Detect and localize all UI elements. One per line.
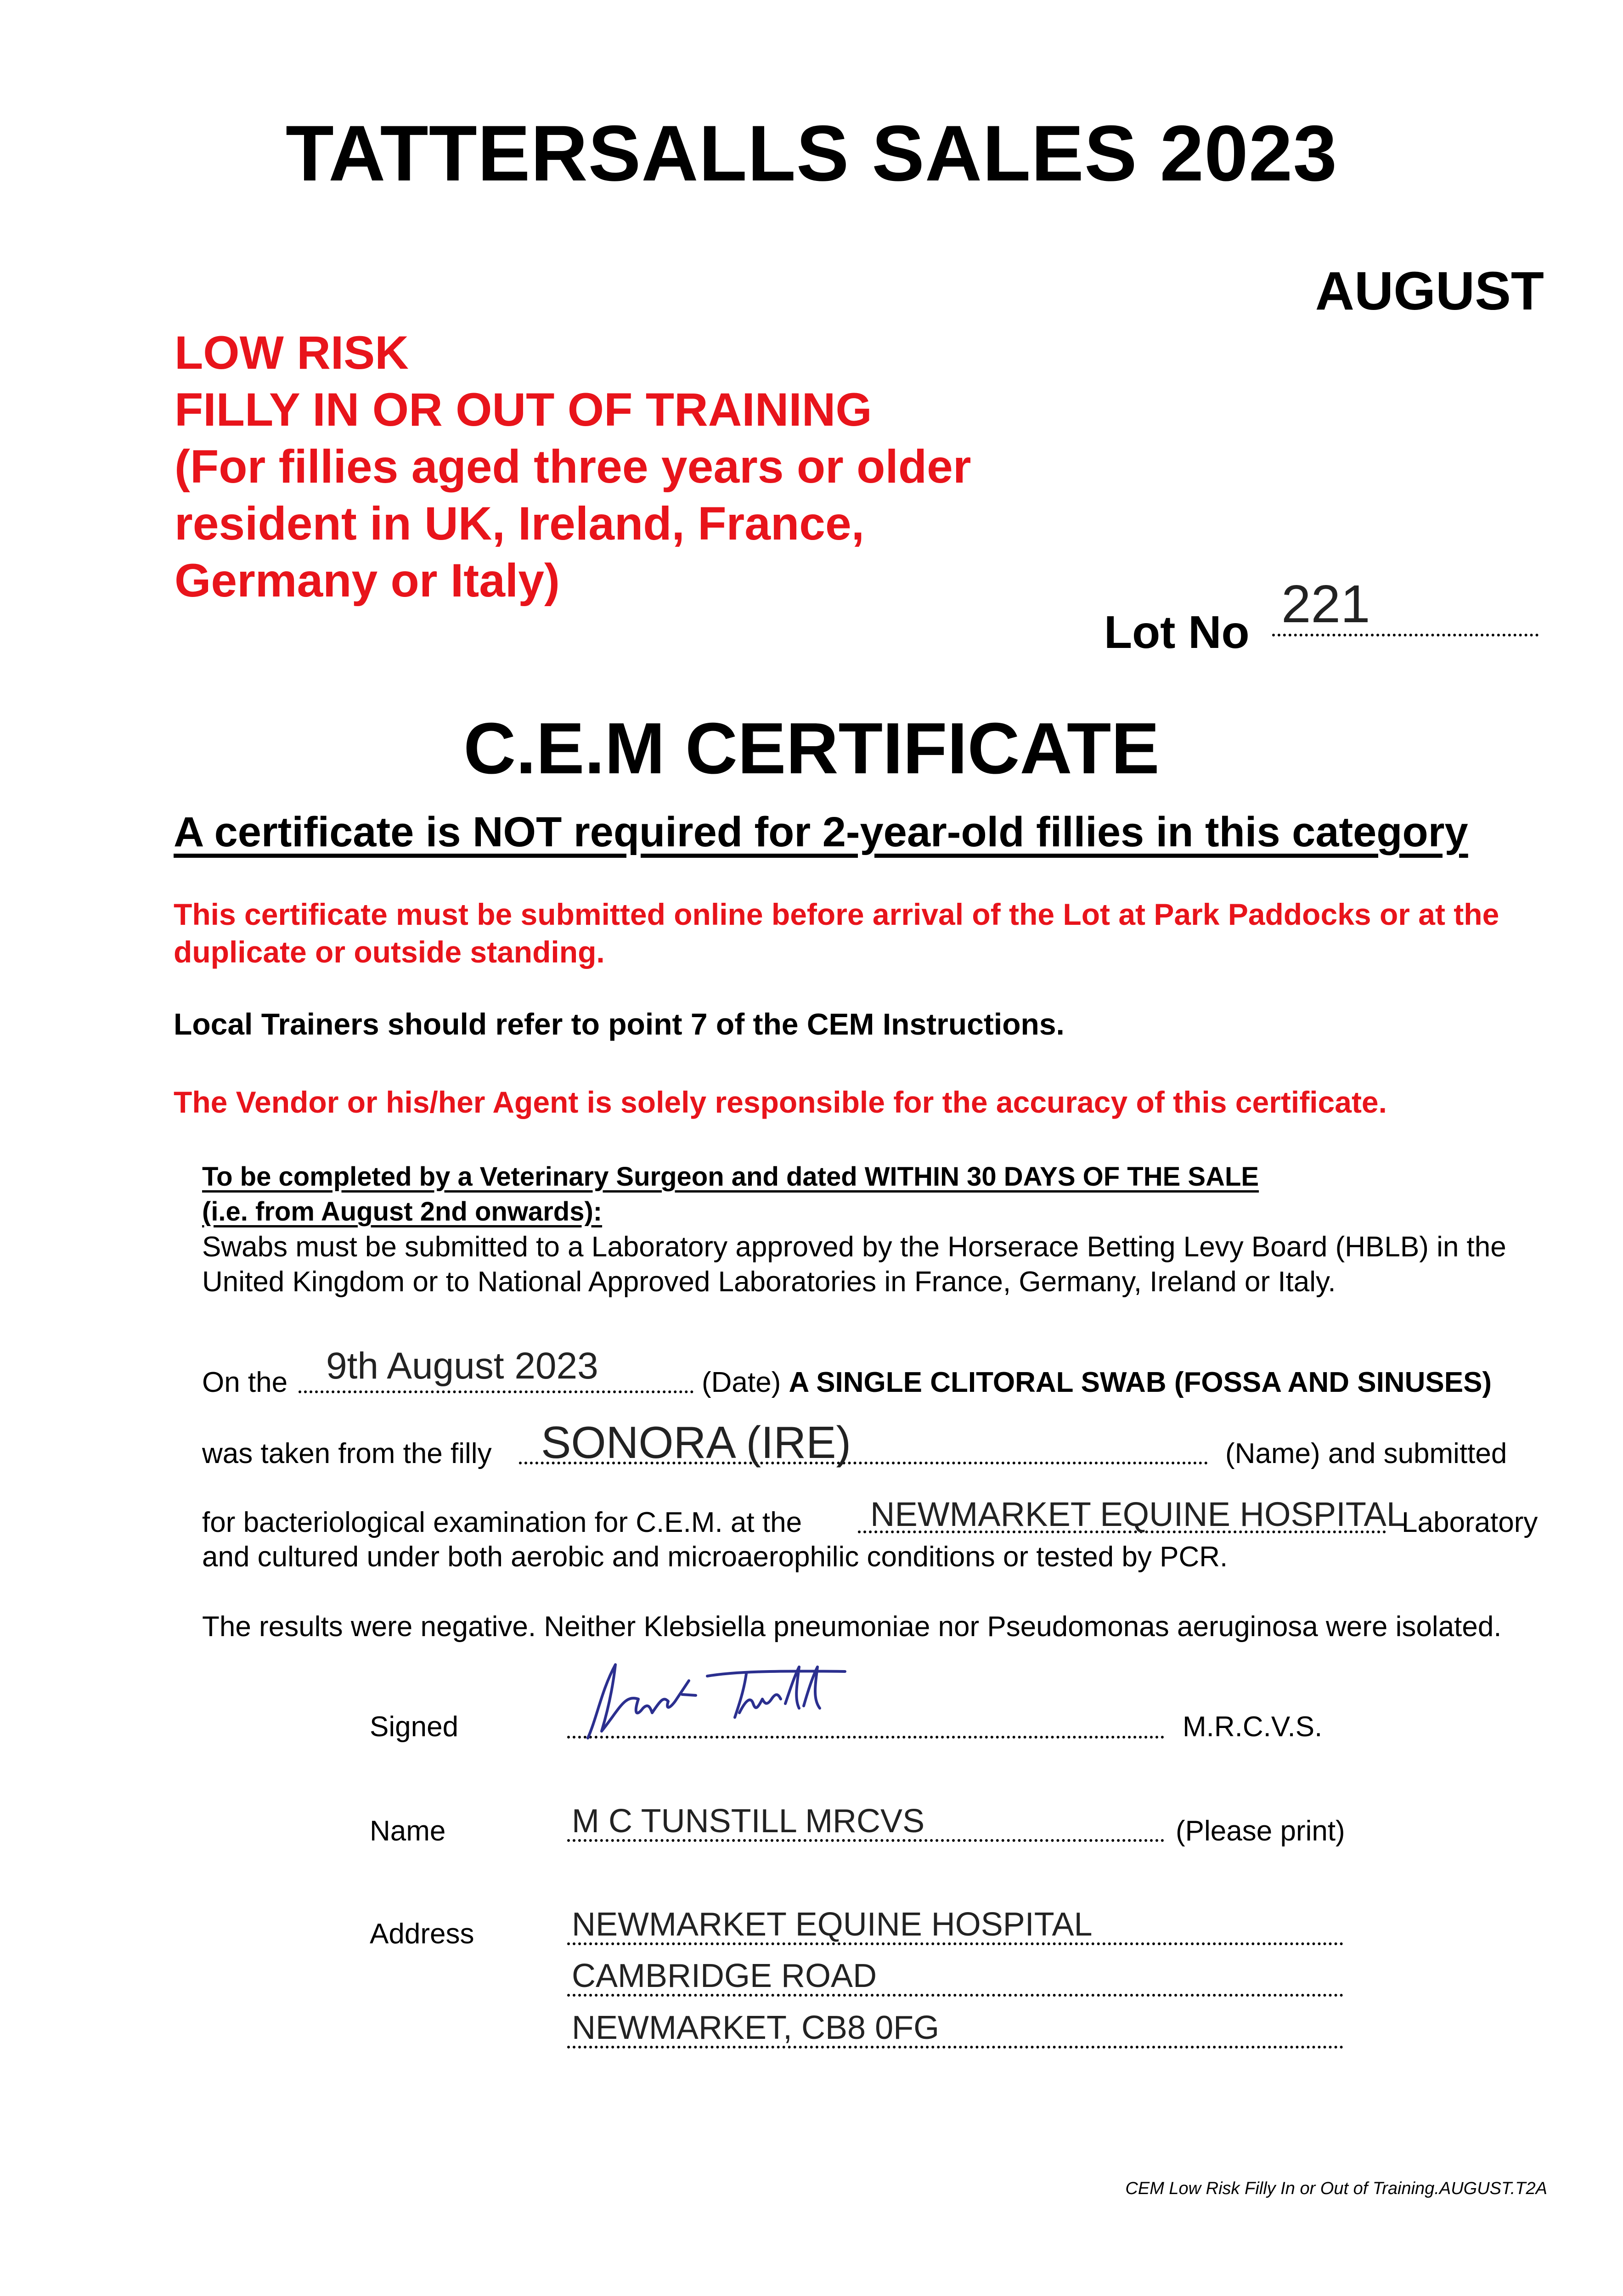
document-reference-footer: CEM Low Risk Filly In or Out of Training.AUGUST.T2A bbox=[1125, 2179, 1547, 2198]
date-field-line bbox=[299, 1390, 693, 1393]
address-line-3-field[interactable]: NEWMARKET, CB8 0FG bbox=[572, 2009, 940, 2046]
please-print-label: (Please print) bbox=[1176, 1815, 1345, 1847]
date-field[interactable]: 9th August 2023 bbox=[326, 1345, 598, 1387]
handwritten-signature[interactable] bbox=[569, 1653, 863, 1745]
results-statement: The results were negative. Neither Klebsiella pneumoniae nor Pseudomonas aeruginosa were isolated. bbox=[202, 1611, 1502, 1643]
swabs-note: Swabs must be submitted to a Laboratory approved by the Horserace Betting Levy Board (HBLB) in the United Kingdom or to National Approved Laboratories in France, Germany, Ireland or Italy. bbox=[202, 1231, 1506, 1298]
signed-label: Signed bbox=[370, 1711, 459, 1743]
date-line-rest bbox=[702, 1366, 1492, 1399]
filly-name-suffix: (Name) and submitted bbox=[1225, 1438, 1507, 1469]
address-line-2-field[interactable]: CAMBRIDGE ROAD bbox=[572, 1958, 877, 1994]
vet-section-heading bbox=[202, 1159, 1534, 1229]
on-the-label: On the bbox=[202, 1367, 288, 1398]
swab-type: A SINGLE CLITORAL SWAB (FOSSA AND SINUSES) bbox=[789, 1367, 1492, 1398]
name-label: Name bbox=[370, 1815, 446, 1847]
local-trainers-notice: Local Trainers should refer to point 7 of the CEM Instructions. bbox=[174, 1007, 1065, 1041]
laboratory-suffix: Laboratory bbox=[1402, 1507, 1538, 1538]
vet-heading-line: To be completed by a Veterinary Surgeon and dated WITHIN 30 DAYS OF THE SALE bbox=[202, 1162, 1259, 1192]
risk-line: resident in UK, Ireland, France, bbox=[175, 497, 865, 550]
vendor-responsibility-notice: The Vendor or his/her Agent is solely responsible for the accuracy of this certificate. bbox=[174, 1085, 1387, 1119]
risk-category-block bbox=[175, 324, 1185, 609]
address-label: Address bbox=[370, 1918, 474, 1950]
lot-number-value[interactable]: 221 bbox=[1281, 574, 1370, 634]
exam-label: for bacteriological examination for C.E.M. at the bbox=[202, 1507, 802, 1538]
vet-name-field[interactable]: M C TUNSTILL MRCVS bbox=[572, 1803, 925, 1840]
certificate-subtitle: A certificate is NOT required for 2-year-old fillies in this category bbox=[174, 809, 1468, 855]
filly-name-field[interactable]: SONORA (IRE) bbox=[541, 1417, 851, 1468]
lot-number-label: Lot No bbox=[1104, 607, 1250, 658]
cultured-statement: and cultured under both aerobic and microaerophilic conditions or tested by PCR. bbox=[202, 1541, 1228, 1573]
date-suffix: (Date) bbox=[702, 1367, 781, 1398]
address-line-1-field[interactable]: NEWMARKET EQUINE HOSPITAL bbox=[572, 1906, 1093, 1943]
vet-heading-line: (i.e. from August 2nd onwards): bbox=[202, 1197, 603, 1227]
risk-line: LOW RISK bbox=[175, 326, 409, 379]
sale-month: AUGUST bbox=[1315, 261, 1544, 321]
submit-online-notice: This certificate must be submitted online before arrival of the Lot at Park Paddocks or at the duplicate or outside standing. bbox=[174, 897, 1499, 969]
risk-line: (For fillies aged three years or older bbox=[175, 440, 971, 493]
risk-line: Germany or Italy) bbox=[175, 554, 560, 607]
certificate-title: C.E.M CERTIFICATE bbox=[463, 708, 1160, 789]
laboratory-field[interactable]: NEWMARKET EQUINE HOSPITAL bbox=[870, 1495, 1405, 1533]
page-title: TATTERSALLS SALES 2023 bbox=[285, 109, 1338, 197]
risk-line: FILLY IN OR OUT OF TRAINING bbox=[175, 383, 872, 436]
taken-from-label: was taken from the filly bbox=[202, 1438, 492, 1469]
mrcvs-label: M.R.C.V.S. bbox=[1183, 1711, 1323, 1743]
